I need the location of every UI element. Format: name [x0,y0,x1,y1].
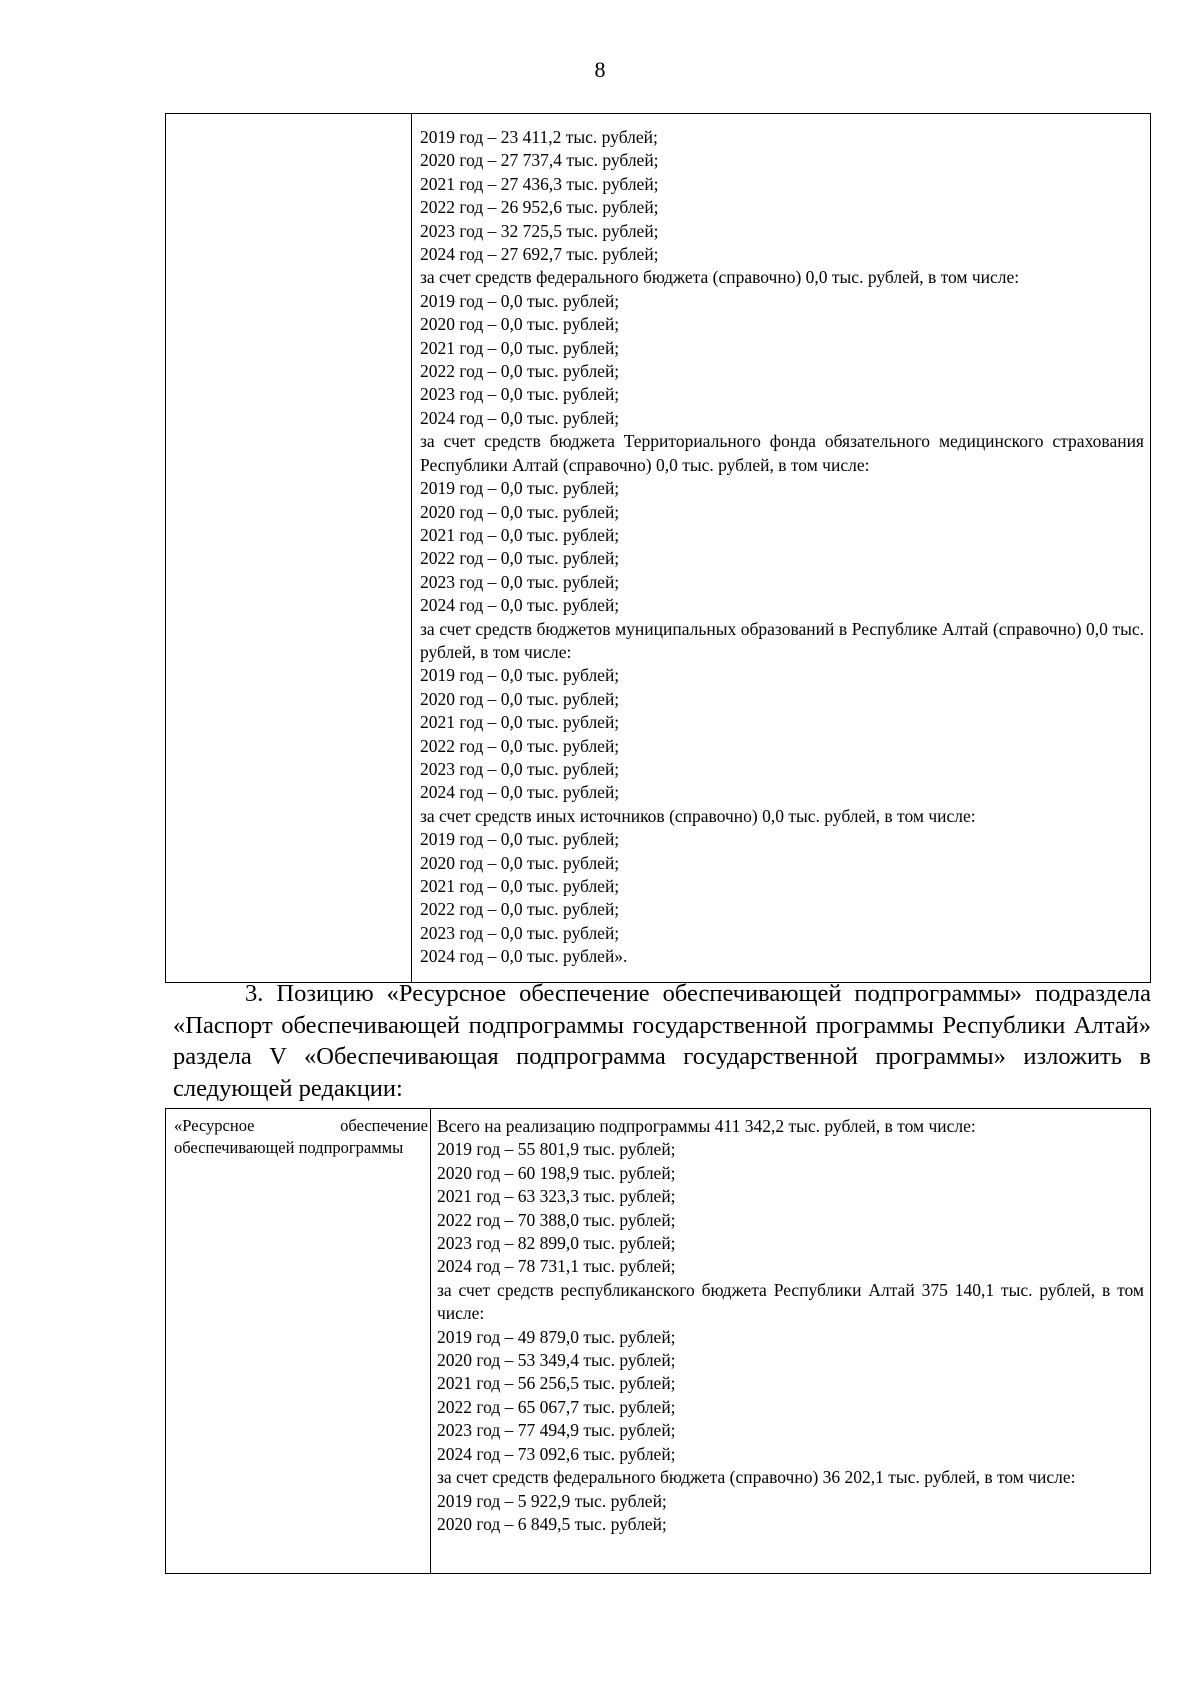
funding-details-cell [412,114,1151,983]
funding-source-paragraph: за счет средств бюджетов муниципальных образований в Республике Алтай (справочно) 0,0 тыс. рублей, в том числе: [420,618,1144,662]
funding-line: 2023 год – 0,0 тыс. рублей; [420,922,620,943]
funding-line: 2023 год – 0,0 тыс. рублей; [420,571,620,592]
funding-line: 2024 год – 0,0 тыс. рублей; [420,782,620,803]
funding-line: 2020 год – 53 349,4 тыс. рублей; [437,1350,676,1371]
page-number: 8 [594,57,606,82]
funding-line: 2021 год – 56 256,5 тыс. рублей; [437,1373,676,1394]
funding-source-paragraph: за счет средств федерального бюджета (справочно) 36 202,1 тыс. рублей, в том числе: [437,1467,1076,1488]
funding-line: 2023 год – 0,0 тыс. рублей; [420,384,620,405]
funding-line: Всего на реализацию подпрограммы 411 342,2 тыс. рублей, в том числе: [437,1116,976,1136]
funding-line: 2021 год – 0,0 тыс. рублей; [420,337,620,358]
funding-line: 2024 год – 0,0 тыс. рублей». [420,946,628,967]
funding-line: 2023 год – 32 725,5 тыс. рублей; [420,220,659,241]
funding-details-cell [431,1109,1151,1574]
funding-line: 2020 год – 6 849,5 тыс. рублей; [437,1513,667,1534]
funding-line: 2024 год – 73 092,6 тыс. рублей; [437,1443,676,1464]
funding-line: 2021 год – 0,0 тыс. рублей; [420,876,620,896]
funding-line: 2022 год – 0,0 тыс. рублей; [420,361,620,382]
funding-line: 2020 год – 60 198,9 тыс. рублей; [437,1162,676,1183]
amendment-instruction: 3. Позицию «Ресурсное обеспечение обеспечивающей подпрограммы» подраздела «Паспорт обеспечивающей подпрограммы государственной программы Республики Алтай» раздела V «Обеспечивающая подпрограмма государственной программы» изложить в следующей редакции: [173,980,1151,1102]
funding-line: 2020 год – 0,0 тыс. рублей; [420,314,620,335]
funding-line: 2019 год – 49 879,0 тыс. рублей; [437,1326,676,1347]
funding-line: 2019 год – 5 922,9 тыс. рублей; [437,1490,667,1511]
funding-line: 2020 год – 0,0 тыс. рублей; [420,688,620,709]
funding-line: 2024 год – 0,0 тыс. рублей; [420,595,620,616]
funding-line: за счет средств иных источников (справочно) 0,0 тыс. рублей, в том числе: [420,805,976,826]
funding-line: 2022 год – 0,0 тыс. рублей; [420,899,620,920]
funding-line: 2019 год – 0,0 тыс. рублей; [420,290,620,311]
funding-line: 2020 год – 0,0 тыс. рублей; [420,501,620,522]
funding-source-paragraph: за счет средств республиканского бюджета Республики Алтай 375 140,1 тыс. рублей, в том числе: [437,1279,1144,1324]
funding-line: 2023 год – 0,0 тыс. рублей; [420,758,620,779]
funding-line: 2024 год – 0,0 тыс. рублей; [420,407,620,428]
funding-line: 2021 год – 27 436,3 тыс. рублей; [420,173,659,194]
funding-line: 2022 год – 26 952,6 тыс. рублей; [420,197,659,218]
funding-line: 2021 год – 0,0 тыс. рублей; [420,524,620,545]
funding-table-continued [165,113,1151,983]
funding-line: 2019 год – 0,0 тыс. рублей; [420,829,620,850]
funding-lines [437,1115,1144,1536]
funding-line: 2024 год – 78 731,1 тыс. рублей; [437,1256,676,1277]
funding-line: 2022 год – 70 388,0 тыс. рублей; [437,1209,676,1230]
funding-line: за счет средств федерального бюджета (справочно) 0,0 тыс. рублей, в том числе: [420,267,1020,288]
funding-source-paragraph: за счет средств бюджета Территориального фонда обязательного медицинского страхования Республики Алтай (справочно) 0,0 тыс. рублей, в том числе: [420,431,1144,475]
funding-line: 2023 год – 77 494,9 тыс. рублей; [437,1420,676,1441]
funding-line: 2019 год – 55 801,9 тыс. рублей; [437,1139,676,1160]
funding-line: 2019 год – 0,0 тыс. рублей; [420,665,620,686]
label-cell [166,1109,431,1574]
label-cell [166,114,412,983]
funding-line: 2020 год – 0,0 тыс. рублей; [420,852,620,873]
position-label: «Ресурсное обеспечение обеспечивающей подпрограммы [174,1116,428,1157]
funding-line: 2022 год – 0,0 тыс. рублей; [420,548,620,569]
funding-line: 2021 год – 63 323,3 тыс. рублей; [437,1186,676,1207]
funding-line: 2020 год – 27 737,4 тыс. рублей; [420,150,659,171]
funding-line: 2022 год – 0,0 тыс. рублей; [420,735,620,756]
funding-line: 2019 год – 23 411,2 тыс. рублей; [420,127,658,147]
funding-line: 2023 год – 82 899,0 тыс. рублей; [437,1233,676,1254]
funding-line: 2021 год – 0,0 тыс. рублей; [420,712,620,733]
funding-lines [420,126,1144,969]
funding-line: 2022 год – 65 067,7 тыс. рублей; [437,1396,676,1417]
funding-line: 2019 год – 0,0 тыс. рублей; [420,478,620,499]
support-subprogram-funding-table [165,1108,1151,1574]
funding-line: 2024 год – 27 692,7 тыс. рублей; [420,244,659,265]
